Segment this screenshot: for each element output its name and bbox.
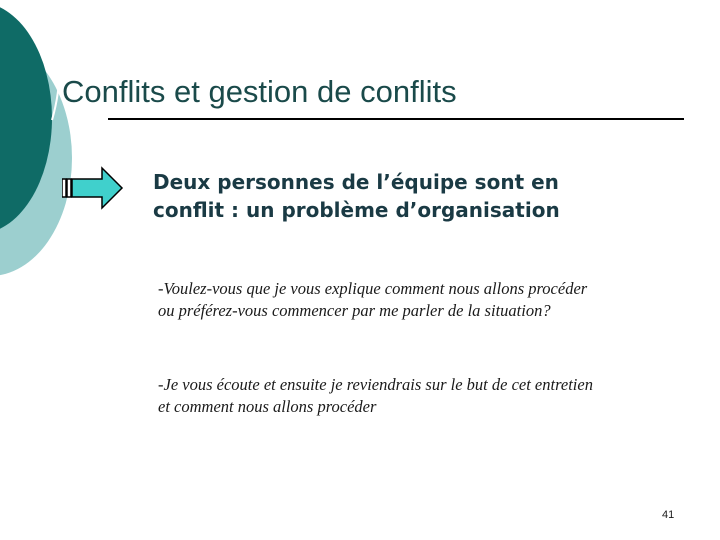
paragraph-2 <box>158 374 698 418</box>
title-underline <box>108 118 684 120</box>
paragraph-2-line-1: -Je vous écoute et ensuite je reviendrais sur le but de cet entretien <box>158 375 593 394</box>
paragraph-1-line-2: ou préférez-vous commencer par me parler de la situation? <box>158 301 551 320</box>
slide-title: Conflits et gestion de conflits <box>62 74 457 109</box>
right-arrow-icon <box>62 166 124 212</box>
subtitle-line-1: Deux personnes de l’équipe sont en <box>153 170 559 194</box>
paragraph-1 <box>158 278 698 322</box>
page-number: 41 <box>662 509 675 521</box>
subtitle-line-2: conflit : un problème d’organisation <box>153 198 560 222</box>
paragraph-1-line-1: -Voulez-vous que je vous explique comment nous allons procéder <box>158 279 588 298</box>
corner-decoration <box>0 0 120 300</box>
paragraph-2-line-2: et comment nous allons procéder <box>158 397 377 416</box>
slide-subtitle <box>153 168 673 224</box>
